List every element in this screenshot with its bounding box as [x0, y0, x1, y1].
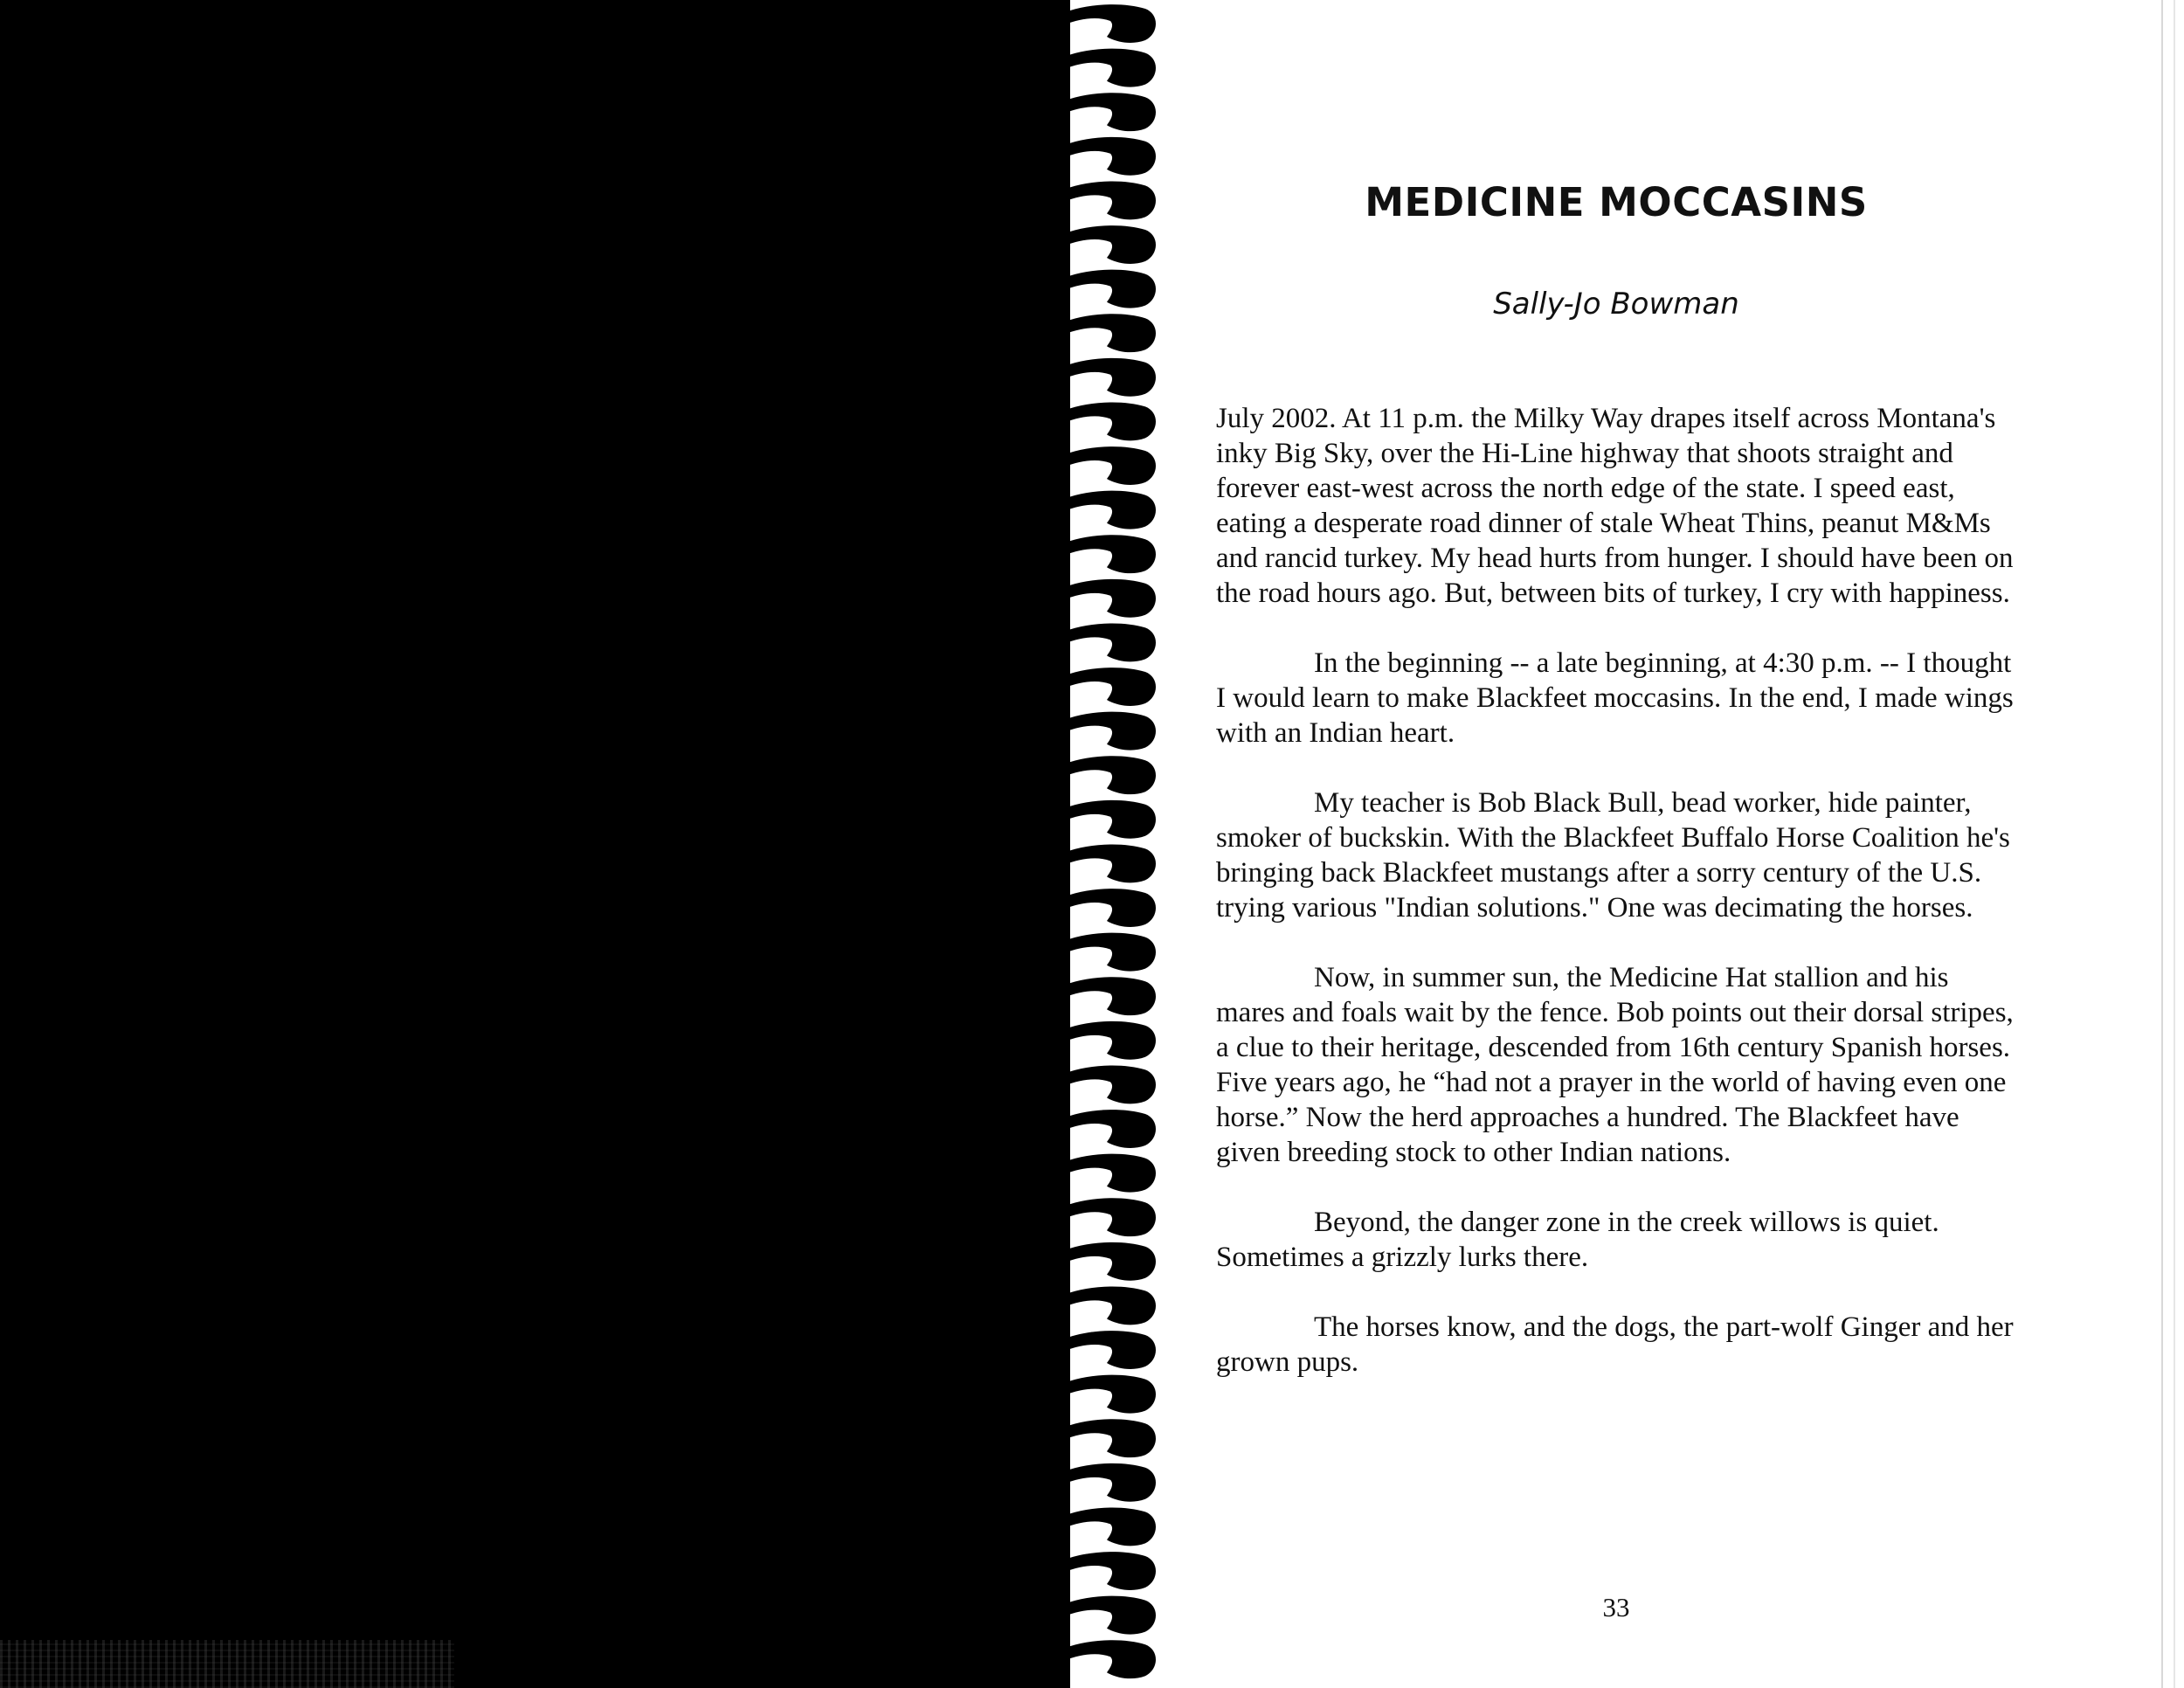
spiral-coil — [1065, 579, 1156, 618]
facing-page-dark — [0, 0, 1070, 1688]
paragraph: Now, in summer sun, the Medicine Hat stallion and his mares and foals wait by the fence. Bob points out their dorsal stripes, a clue to their heritage, descended from 16th century Spanish horses. Five years ago, he “had not a prayer in the world of having even one horse.” Now the herd approaches a hundred. The Blackfeet have given breeding stock to other Indian nations. — [1216, 962, 2014, 1168]
spiral-binding — [1061, 0, 1166, 1688]
spiral-coil — [1065, 1242, 1156, 1281]
spiral-coil — [1065, 1552, 1156, 1590]
paragraph: July 2002. At 11 p.m. the Milky Way drapes itself across Montana's inky Big Sky, over the Hi-Line highway that shoots straight and forever east-west across the north edge of the state. I speed east, eating a desperate road dinner of stale Wheat Thins, peanut M&Ms and rancid turkey. My head hurts from hunger. I should have been on the road hours ago. But, between bits of turkey, I cry with happiness. — [1216, 403, 2014, 609]
spiral-coil — [1065, 712, 1156, 751]
spiral-coil — [1065, 491, 1156, 529]
spiral-coil — [1065, 1021, 1156, 1060]
scan-noise — [0, 1640, 454, 1688]
paragraph: The horses know, and the dogs, the part-wolf Ginger and her grown pups. — [1216, 1311, 2014, 1378]
page-edge-line — [2161, 0, 2163, 1688]
paragraph: Beyond, the danger zone in the creek willows is quiet. Sometimes a grizzly lurks there. — [1216, 1207, 1939, 1273]
spiral-coil — [1065, 977, 1156, 1015]
spiral-coil — [1065, 1065, 1156, 1103]
spiral-coil — [1065, 402, 1156, 440]
spiral-coil — [1065, 1198, 1156, 1236]
spiral-coil — [1065, 889, 1156, 927]
spiral-coil — [1065, 1419, 1156, 1457]
spiral-coil — [1065, 668, 1156, 706]
spiral-coil — [1065, 800, 1156, 839]
spiral-coil — [1065, 93, 1156, 131]
page-edge-line — [2174, 0, 2175, 1688]
spiral-coil — [1065, 137, 1156, 176]
paragraph: In the beginning -- a late beginning, at 4:30 p.m. -- I thought I would learn to make Blackfeet moccasins. In the end, I made wings with an Indian heart. — [1216, 647, 2014, 749]
spiral-coil — [1065, 314, 1156, 352]
article-author: Sally-Jo Bowman — [1493, 287, 1739, 322]
spiral-coil — [1065, 358, 1156, 397]
paragraph: My teacher is Bob Black Bull, bead worker, hide painter, smoker of buckskin. With the Blackfeet Buffalo Horse Coalition he's bringing back Blackfeet mustangs after a sorry century of the U.S. trying various "Indian solutions." One was decimating the horses. — [1216, 787, 2010, 924]
spiral-coil — [1065, 446, 1156, 485]
spiral-coil — [1065, 4, 1156, 43]
spiral-coil — [1065, 1331, 1156, 1369]
spiral-coil — [1065, 844, 1156, 882]
spiral-coil — [1065, 225, 1156, 264]
spiral-coil — [1065, 270, 1156, 308]
spiral-coil — [1065, 1154, 1156, 1193]
article-body — [1216, 401, 2018, 1415]
spiral-coil — [1065, 1286, 1156, 1325]
spiral-coil — [1065, 1596, 1156, 1635]
spiral-coil — [1065, 933, 1156, 972]
spiral-coil — [1065, 1507, 1156, 1546]
spiral-coil — [1065, 1640, 1156, 1678]
spiral-coil — [1065, 1110, 1156, 1148]
spiral-coil — [1065, 181, 1156, 219]
page-number: 33 — [1602, 1592, 1630, 1622]
article-title: MEDICINE MOCCASINS — [1365, 179, 1868, 225]
spiral-coil — [1065, 49, 1156, 87]
spiral-coil — [1065, 756, 1156, 794]
spiral-coil — [1065, 535, 1156, 573]
spiral-coil — [1065, 1463, 1156, 1502]
spiral-coil — [1065, 623, 1156, 661]
spiral-coil — [1065, 1375, 1156, 1414]
